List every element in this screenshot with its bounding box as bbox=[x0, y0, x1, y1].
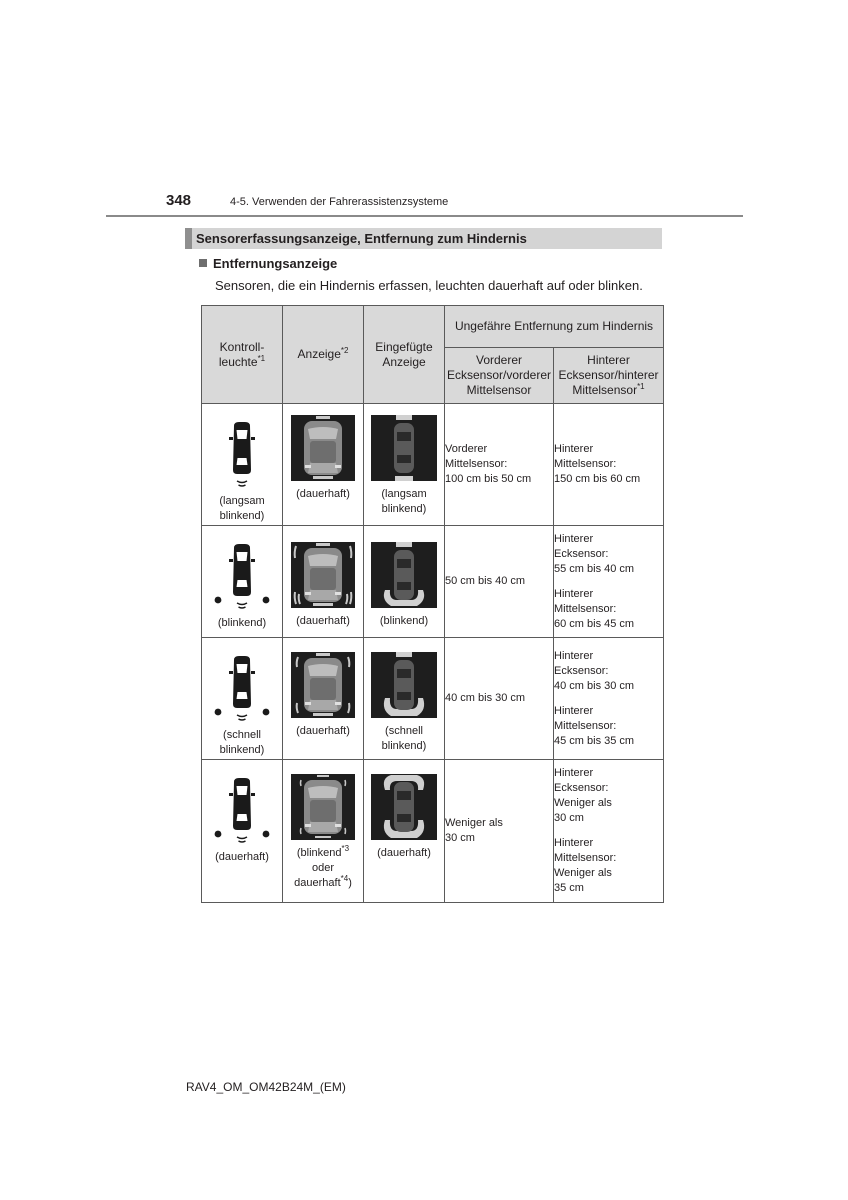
car-indicator-icon bbox=[212, 540, 272, 616]
subheading bbox=[199, 256, 337, 271]
chapter-title: 4-5. Verwenden der Fahrerassistenzsysteme bbox=[230, 196, 449, 208]
front-sensor-cell: Weniger als 30 cm bbox=[445, 760, 554, 903]
front-sensor-cell: 50 cm bis 40 cm bbox=[445, 526, 554, 638]
header-approx-distance: Ungefähre Entfernung zum Hindernis bbox=[445, 306, 664, 348]
intro-text: Sensoren, die ein Hindernis erfassen, leuchten dauerhaft auf oder blinken. bbox=[215, 278, 643, 293]
distance-table bbox=[201, 305, 664, 903]
table-row bbox=[202, 638, 664, 760]
inset-display-cell: (dauerhaft) bbox=[364, 760, 445, 903]
display-cell: (dauerhaft) bbox=[283, 404, 364, 526]
header-front-sensor: Vorderer Ecksensor/vorderer Mittelsensor bbox=[445, 348, 554, 404]
car-indicator-icon bbox=[212, 774, 272, 850]
rear-sensor-cell: Hinterer Ecksensor: 55 cm bis 40 cm Hinterer Mittelsensor: 60 cm bis 45 cm bbox=[554, 526, 664, 638]
header-rule bbox=[106, 215, 743, 217]
square-bullet-icon bbox=[199, 259, 207, 267]
front-sensor-cell: 40 cm bis 30 cm bbox=[445, 638, 554, 760]
table-row bbox=[202, 404, 664, 526]
multi-display-icon bbox=[291, 652, 355, 718]
rear-sensor-cell: Hinterer Mittelsensor: 150 cm bis 60 cm bbox=[554, 404, 664, 526]
rear-sensor-cell: Hinterer Ecksensor: Weniger als 30 cm Hinterer Mittelsensor: Weniger als 35 cm bbox=[554, 760, 664, 903]
car-indicator-icon bbox=[212, 652, 272, 728]
indicator-lamp-cell: (dauerhaft) bbox=[202, 760, 283, 903]
section-title: Sensorerfassungsanzeige, Entfernung zum Hindernis bbox=[185, 228, 662, 249]
table-row bbox=[202, 760, 664, 903]
header-rear-sensor: Hinterer Ecksensor/hinterer Mittelsensor$^{*1}$ bbox=[554, 348, 664, 404]
inset-display-icon bbox=[371, 774, 437, 840]
multi-display-icon bbox=[291, 542, 355, 608]
header-display: Anzeige$^{*2}$ bbox=[283, 306, 364, 404]
inset-display-icon bbox=[371, 652, 437, 718]
footer-doc-code: RAV4_OM_OM42B24M_(EM) bbox=[186, 1080, 346, 1094]
table-row bbox=[202, 526, 664, 638]
front-sensor-cell: Vorderer Mittelsensor: 100 cm bis 50 cm bbox=[445, 404, 554, 526]
inset-display-cell: (blinkend) bbox=[364, 526, 445, 638]
display-cell: (dauerhaft) bbox=[283, 638, 364, 760]
inset-display-icon bbox=[371, 542, 437, 608]
display-cell: (dauerhaft) bbox=[283, 526, 364, 638]
rear-sensor-cell: Hinterer Ecksensor: 40 cm bis 30 cm Hinterer Mittelsensor: 45 cm bis 35 cm bbox=[554, 638, 664, 760]
inset-display-cell: (schnell blinkend) bbox=[364, 638, 445, 760]
display-cell: (blinkend$^{*3}$ oder dauerhaft$^{*4}$) bbox=[283, 760, 364, 903]
multi-display-icon bbox=[291, 774, 355, 840]
page-number: 348 bbox=[166, 192, 192, 209]
multi-display-icon bbox=[291, 415, 355, 481]
header-inset-display: Eingefügte Anzeige bbox=[364, 306, 445, 404]
subheading-text: Entfernungsanzeige bbox=[213, 256, 338, 271]
header-indicator-lamp: Kontroll- leuchte$^{*1}$ bbox=[202, 306, 283, 404]
indicator-lamp-cell: (langsam blinkend) bbox=[202, 404, 283, 526]
inset-display-icon bbox=[371, 415, 437, 481]
inset-display-cell: (langsam blinkend) bbox=[364, 404, 445, 526]
car-indicator-icon bbox=[222, 418, 262, 494]
indicator-lamp-cell: (schnell blinkend) bbox=[202, 638, 283, 760]
indicator-lamp-cell: (blinkend) bbox=[202, 526, 283, 638]
